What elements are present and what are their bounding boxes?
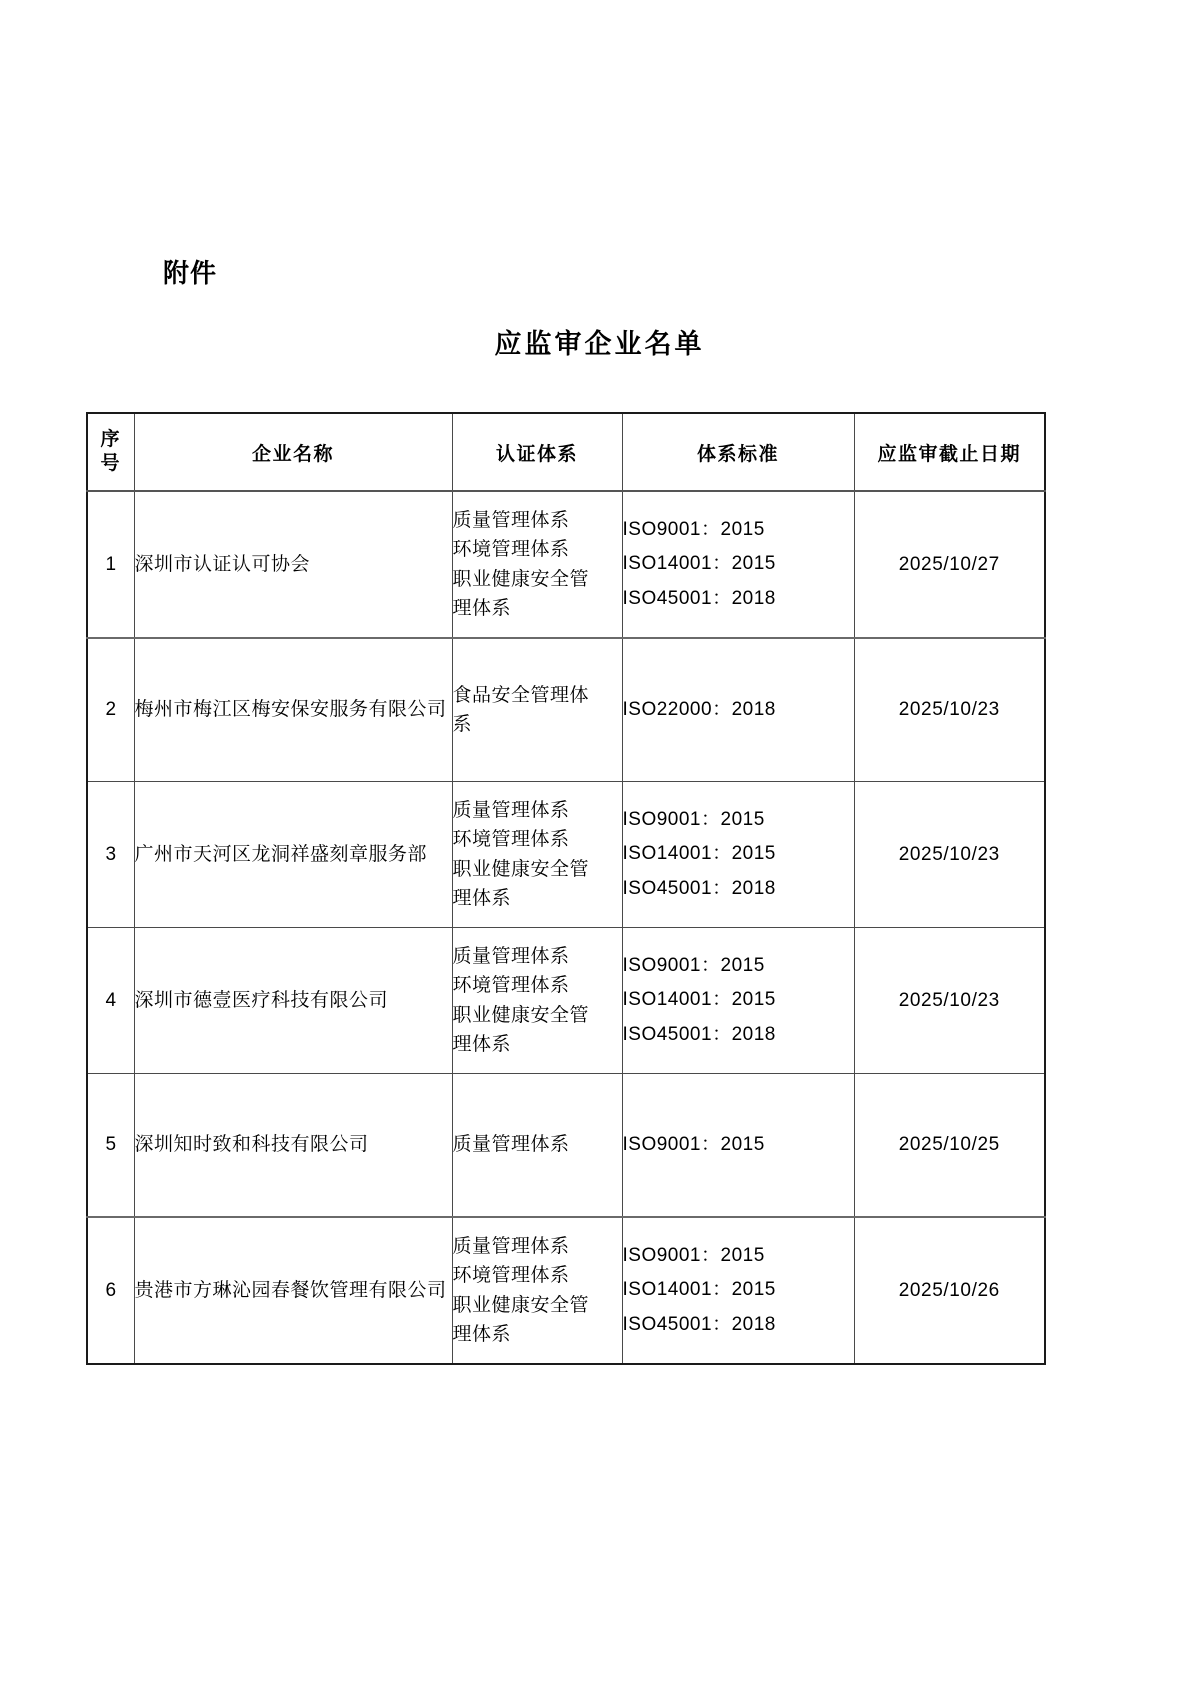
table-row	[87, 1074, 1045, 1218]
table-row	[87, 1217, 1045, 1364]
row-index: 3	[87, 782, 134, 928]
company-name: 深圳市认证认可协会	[134, 491, 452, 638]
column-header-company: 企业名称	[134, 413, 452, 491]
certification-system	[452, 928, 622, 1074]
system-standard	[622, 928, 854, 1074]
column-header-standard: 体系标准	[622, 413, 854, 491]
certification-system	[452, 638, 622, 782]
row-index: 1	[87, 491, 134, 638]
table-row	[87, 928, 1045, 1074]
certification-system-line: 食品安全管理体	[452, 684, 590, 706]
certification-system-line: 职业健康安全管	[452, 1004, 590, 1026]
row-index: 4	[87, 928, 134, 1074]
company-list-table	[86, 412, 1046, 1365]
table-header-row	[87, 413, 1045, 491]
certification-system-line: 质量管理体系	[452, 799, 570, 821]
certification-system-line: 环境管理体系	[452, 539, 570, 561]
company-list-table-container	[86, 412, 1044, 1365]
row-index: 5	[87, 1074, 134, 1218]
certification-system-line: 环境管理体系	[452, 829, 570, 851]
column-header-system: 认证体系	[452, 413, 622, 491]
attachment-label: 附件	[163, 258, 218, 288]
table-row	[87, 491, 1045, 638]
system-standard	[622, 1217, 854, 1364]
system-standard	[622, 638, 854, 782]
table-row	[87, 782, 1045, 928]
system-standard-line: ISO9001：2015	[622, 519, 765, 541]
system-standard-line: ISO14001：2015	[622, 843, 776, 865]
system-standard-line: ISO22000：2018	[622, 698, 776, 720]
certification-system-line: 系	[452, 714, 473, 735]
company-name: 深圳市德壹医疗科技有限公司	[134, 928, 452, 1074]
certification-system-line: 职业健康安全管	[452, 1294, 590, 1316]
certification-system	[452, 491, 622, 638]
audit-deadline-date: 2025/10/27	[854, 491, 1045, 638]
company-name: 梅州市梅江区梅安保安服务有限公司	[134, 638, 452, 782]
system-standard-line: ISO45001：2018	[622, 1313, 776, 1335]
column-header-deadline: 应监审截止日期	[854, 413, 1045, 491]
certification-system-line: 环境管理体系	[452, 1265, 570, 1287]
audit-deadline-date: 2025/10/23	[854, 782, 1045, 928]
company-name: 贵港市方琳沁园春餐饮管理有限公司	[134, 1217, 452, 1364]
certification-system-line: 质量管理体系	[452, 509, 570, 531]
certification-system-line: 职业健康安全管	[452, 858, 590, 880]
table-row	[87, 638, 1045, 782]
page-title: 应监审企业名单	[494, 329, 705, 359]
column-header-index-line1: 序	[100, 429, 121, 451]
company-name: 广州市天河区龙洞祥盛刻章服务部	[134, 782, 452, 928]
system-standard-line: ISO9001：2015	[622, 1245, 765, 1267]
system-standard-line: ISO45001：2018	[622, 1023, 776, 1045]
row-index: 6	[87, 1217, 134, 1364]
row-index: 2	[87, 638, 134, 782]
audit-deadline-date: 2025/10/25	[854, 1074, 1045, 1218]
certification-system-line: 质量管理体系	[452, 945, 570, 967]
company-name: 深圳知时致和科技有限公司	[134, 1074, 452, 1218]
column-header-index-line2: 号	[100, 453, 121, 474]
certification-system	[452, 1217, 622, 1364]
certification-system-line: 理体系	[452, 887, 512, 909]
certification-system	[452, 782, 622, 928]
system-standard	[622, 782, 854, 928]
audit-deadline-date: 2025/10/26	[854, 1217, 1045, 1364]
certification-system-line: 质量管理体系	[452, 1235, 570, 1257]
certification-system-line: 理体系	[452, 597, 512, 619]
column-header-index	[87, 413, 134, 491]
system-standard-line: ISO45001：2018	[622, 587, 776, 609]
audit-deadline-date: 2025/10/23	[854, 638, 1045, 782]
certification-system-line: 理体系	[452, 1033, 512, 1055]
system-standard-line: ISO14001：2015	[622, 553, 776, 575]
certification-system-line: 理体系	[452, 1323, 512, 1345]
certification-system-line: 环境管理体系	[452, 975, 570, 997]
system-standard-line: ISO9001：2015	[622, 1133, 765, 1155]
certification-system	[452, 1074, 622, 1218]
certification-system-line: 质量管理体系	[452, 1134, 570, 1156]
system-standard-line: ISO14001：2015	[622, 1279, 776, 1301]
system-standard-line: ISO45001：2018	[622, 877, 776, 899]
audit-deadline-date: 2025/10/23	[854, 928, 1045, 1074]
system-standard-line: ISO9001：2015	[622, 955, 765, 977]
system-standard-line: ISO14001：2015	[622, 989, 776, 1011]
system-standard	[622, 491, 854, 638]
system-standard-line: ISO9001：2015	[622, 809, 765, 831]
certification-system-line: 职业健康安全管	[452, 568, 590, 590]
system-standard	[622, 1074, 854, 1218]
